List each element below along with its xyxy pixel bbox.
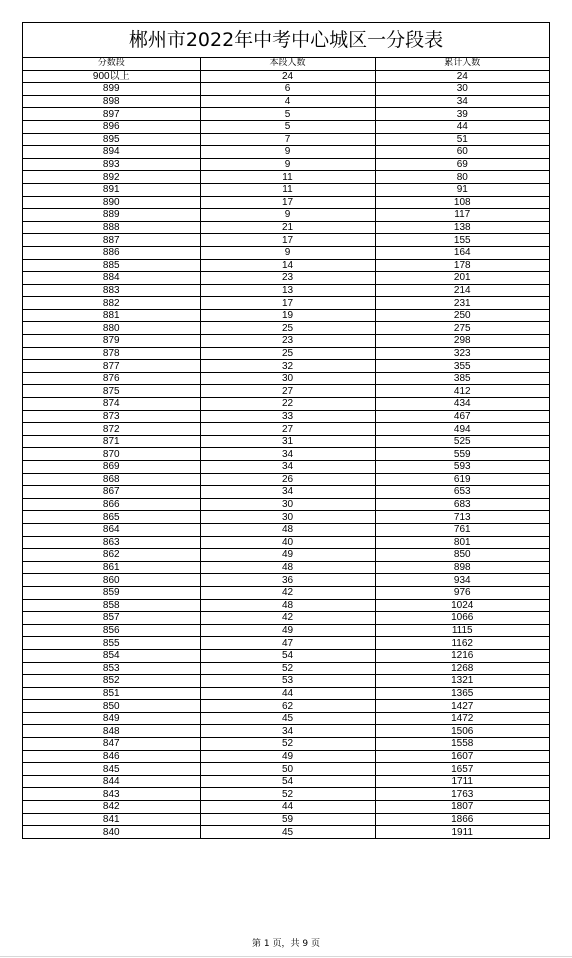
cell-segment-count: 17 [200, 196, 375, 209]
cell-segment-count: 42 [200, 612, 375, 625]
table-row [23, 801, 549, 814]
cell-score-range: 861 [23, 561, 200, 574]
table-row [23, 158, 549, 171]
cell-score-range: 891 [23, 183, 200, 196]
cell-score-range: 849 [23, 712, 200, 725]
cell-score-range: 872 [23, 423, 200, 436]
table-row [23, 725, 549, 738]
cell-segment-count: 11 [200, 171, 375, 184]
table-row [23, 461, 549, 474]
cell-cumulative-count: 801 [375, 536, 549, 549]
cell-score-range: 842 [23, 801, 200, 814]
cell-cumulative-count: 434 [375, 398, 549, 411]
cell-cumulative-count: 1506 [375, 725, 549, 738]
cell-cumulative-count: 1911 [375, 826, 549, 838]
table-row [23, 423, 549, 436]
cell-cumulative-count: 1162 [375, 637, 549, 650]
cell-cumulative-count: 34 [375, 95, 549, 108]
cell-segment-count: 34 [200, 725, 375, 738]
cell-cumulative-count: 298 [375, 335, 549, 348]
cell-cumulative-count: 593 [375, 461, 549, 474]
cell-segment-count: 52 [200, 738, 375, 751]
cell-segment-count: 9 [200, 209, 375, 222]
cell-segment-count: 25 [200, 347, 375, 360]
cell-score-range: 897 [23, 108, 200, 121]
table-row [23, 322, 549, 335]
cell-segment-count: 42 [200, 586, 375, 599]
table-row [23, 826, 549, 838]
cell-cumulative-count: 1268 [375, 662, 549, 675]
cell-score-range: 893 [23, 158, 200, 171]
cell-cumulative-count: 1657 [375, 763, 549, 776]
cell-score-range: 843 [23, 788, 200, 801]
cell-cumulative-count: 1472 [375, 712, 549, 725]
cell-cumulative-count: 525 [375, 435, 549, 448]
cell-cumulative-count: 412 [375, 385, 549, 398]
cell-segment-count: 59 [200, 813, 375, 826]
cell-segment-count: 54 [200, 649, 375, 662]
table-row [23, 297, 549, 310]
cell-score-range: 840 [102, 826, 120, 838]
cell-segment-count: 49 [200, 624, 375, 637]
table-row [23, 347, 549, 360]
cell-cumulative-count: 1115 [375, 624, 549, 637]
table-row [23, 171, 549, 184]
table-row [23, 738, 549, 751]
cell-cumulative-count: 976 [375, 586, 549, 599]
cell-score-range: 865 [23, 511, 200, 524]
cell-segment-count: 48 [200, 523, 375, 536]
cell-cumulative-count: 117 [375, 209, 549, 222]
page-title: 郴州市2022年中考中心城区一分段表 [23, 23, 549, 58]
cell-segment-count: 49 [200, 549, 375, 562]
cell-segment-count: 21 [200, 221, 375, 234]
cell-segment-count: 44 [200, 801, 375, 814]
cell-cumulative-count: 108 [375, 196, 549, 209]
cell-score-range: 848 [23, 725, 200, 738]
table-row [23, 448, 549, 461]
table-row [23, 83, 549, 96]
cell-segment-count: 9 [200, 158, 375, 171]
cell-cumulative-count: 1427 [375, 700, 549, 713]
table-row [23, 599, 549, 612]
cell-segment-count: 23 [200, 272, 375, 285]
table-row [23, 410, 549, 423]
table-row [23, 498, 549, 511]
cell-segment-count: 26 [200, 473, 375, 486]
table-row [23, 586, 549, 599]
cell-score-range: 894 [23, 146, 200, 159]
cell-cumulative-count: 850 [375, 549, 549, 562]
table-row [23, 612, 549, 625]
cell-score-range: 844 [23, 775, 200, 788]
table-row [23, 372, 549, 385]
cell-segment-count: 30 [200, 498, 375, 511]
cell-segment-count: 31 [200, 435, 375, 448]
cell-cumulative-count: 30 [375, 83, 549, 96]
cell-segment-count: 45 [200, 826, 375, 838]
table-row [23, 486, 549, 499]
table-row [23, 309, 549, 322]
table-row [23, 95, 549, 108]
cell-score-range: 870 [23, 448, 200, 461]
cell-segment-count: 5 [200, 108, 375, 121]
table-row [23, 637, 549, 650]
table-row [23, 649, 549, 662]
cell-score-range: 888 [23, 221, 200, 234]
cell-cumulative-count: 1216 [375, 649, 549, 662]
cell-score-range: 882 [23, 297, 200, 310]
cell-segment-count: 52 [200, 788, 375, 801]
cell-cumulative-count: 250 [375, 309, 549, 322]
cell-score-range: 892 [23, 171, 200, 184]
cell-score-range: 854 [23, 649, 200, 662]
cell-score-range: 896 [23, 120, 200, 133]
cell-cumulative-count: 231 [375, 297, 549, 310]
cell-score-range: 875 [23, 385, 200, 398]
cell-segment-count: 19 [200, 309, 375, 322]
column-header-score-range: 分数段 [23, 58, 200, 70]
cell-score-range: 866 [23, 498, 200, 511]
column-header-cumulative-count: 累计人数 [375, 58, 549, 70]
cell-segment-count: 25 [200, 322, 375, 335]
cell-cumulative-count: 214 [375, 284, 549, 297]
table-row [23, 574, 549, 587]
cell-cumulative-count: 155 [375, 234, 549, 247]
table-row [23, 284, 549, 297]
cell-segment-count: 14 [200, 259, 375, 272]
cell-segment-count: 17 [200, 234, 375, 247]
cell-segment-count: 32 [200, 360, 375, 373]
cell-cumulative-count: 761 [375, 523, 549, 536]
cell-cumulative-count: 323 [375, 347, 549, 360]
cell-segment-count: 62 [200, 700, 375, 713]
table-row [23, 183, 549, 196]
cell-cumulative-count: 1763 [375, 788, 549, 801]
table-row [23, 196, 549, 209]
cell-score-range: 859 [23, 586, 200, 599]
cell-score-range: 857 [23, 612, 200, 625]
cell-score-range: 864 [23, 523, 200, 536]
cell-score-range: 885 [23, 259, 200, 272]
cell-cumulative-count: 467 [375, 410, 549, 423]
cell-cumulative-count: 44 [375, 120, 549, 133]
cell-score-range: 878 [23, 347, 200, 360]
table-row [23, 385, 549, 398]
score-table-sheet [22, 22, 550, 839]
cell-cumulative-count: 1607 [375, 750, 549, 763]
table-row [23, 221, 549, 234]
table-row [23, 259, 549, 272]
cell-cumulative-count: 60 [375, 146, 549, 159]
cell-segment-count: 27 [200, 423, 375, 436]
cell-cumulative-count: 1066 [375, 612, 549, 625]
cell-segment-count: 34 [200, 486, 375, 499]
table-row [23, 473, 549, 486]
cell-cumulative-count: 24 [375, 70, 549, 83]
cell-cumulative-count: 69 [375, 158, 549, 171]
cell-score-range: 874 [23, 398, 200, 411]
cell-score-range: 871 [23, 435, 200, 448]
cell-score-range: 846 [23, 750, 200, 763]
cell-score-range: 841 [23, 813, 200, 826]
cell-cumulative-count: 275 [375, 322, 549, 335]
table-body [23, 70, 549, 838]
table-row [23, 511, 549, 524]
table-row [23, 234, 549, 247]
cell-score-range: 862 [23, 549, 200, 562]
table-row [23, 120, 549, 133]
cell-segment-count: 9 [200, 146, 375, 159]
cell-score-range: 883 [23, 284, 200, 297]
table-row [23, 272, 549, 285]
table-row [23, 675, 549, 688]
cell-score-range: 850 [23, 700, 200, 713]
cell-score-range: 881 [23, 309, 200, 322]
cell-segment-count: 47 [200, 637, 375, 650]
cell-segment-count: 48 [200, 561, 375, 574]
cell-segment-count: 27 [200, 385, 375, 398]
cell-score-range: 900以上 [23, 70, 200, 83]
table-row [23, 687, 549, 700]
cell-score-range: 899 [23, 83, 200, 96]
cell-score-range: 877 [23, 360, 200, 373]
table-row [23, 750, 549, 763]
cell-score-range: 898 [23, 95, 200, 108]
cell-cumulative-count: 1558 [375, 738, 549, 751]
cell-score-range: 886 [23, 246, 200, 259]
table-row [23, 788, 549, 801]
cell-score-range: 876 [23, 372, 200, 385]
table-row [23, 662, 549, 675]
page-bottom-divider [0, 956, 572, 957]
cell-segment-count: 53 [200, 675, 375, 688]
cell-score-range: 895 [23, 133, 200, 146]
table-row [23, 146, 549, 159]
cell-cumulative-count: 683 [375, 498, 549, 511]
table-row [23, 108, 549, 121]
cell-cumulative-count: 619 [375, 473, 549, 486]
cell-segment-count: 50 [200, 763, 375, 776]
table-row [23, 700, 549, 713]
cell-segment-count: 30 [200, 511, 375, 524]
cell-cumulative-count: 653 [375, 486, 549, 499]
cell-segment-count: 30 [200, 372, 375, 385]
cell-score-range: 851 [23, 687, 200, 700]
cell-segment-count: 7 [200, 133, 375, 146]
table-header-row [23, 58, 549, 70]
cell-segment-count: 40 [200, 536, 375, 549]
cell-score-range: 858 [23, 599, 200, 612]
cell-segment-count: 36 [200, 574, 375, 587]
cell-score-range: 887 [23, 234, 200, 247]
cell-cumulative-count: 51 [375, 133, 549, 146]
table-row [23, 209, 549, 222]
cell-segment-count: 24 [200, 70, 375, 83]
cell-segment-count: 44 [200, 687, 375, 700]
cell-segment-count: 22 [200, 398, 375, 411]
cell-segment-count: 33 [200, 410, 375, 423]
cell-segment-count: 52 [200, 662, 375, 675]
cell-score-range: 852 [23, 675, 200, 688]
cell-score-range: 845 [23, 763, 200, 776]
cell-cumulative-count: 1807 [375, 801, 549, 814]
table-row [23, 775, 549, 788]
cell-score-range: 847 [23, 738, 200, 751]
cell-segment-count: 48 [200, 599, 375, 612]
score-distribution-table [23, 58, 549, 838]
cell-cumulative-count: 1024 [375, 599, 549, 612]
cell-segment-count: 6 [200, 83, 375, 96]
cell-segment-count: 4 [200, 95, 375, 108]
cell-segment-count: 23 [200, 335, 375, 348]
cell-score-range: 879 [23, 335, 200, 348]
cell-cumulative-count: 1866 [375, 813, 549, 826]
cell-cumulative-count: 201 [375, 272, 549, 285]
cell-cumulative-count: 178 [375, 259, 549, 272]
column-header-segment-count: 本段人数 [200, 58, 375, 70]
table-row [23, 398, 549, 411]
cell-segment-count: 17 [200, 297, 375, 310]
table-row [23, 523, 549, 536]
cell-cumulative-count: 934 [375, 574, 549, 587]
cell-score-range: 890 [23, 196, 200, 209]
cell-segment-count: 13 [200, 284, 375, 297]
cell-score-range: 867 [23, 486, 200, 499]
cell-score-range: 868 [23, 473, 200, 486]
cell-cumulative-count: 164 [375, 246, 549, 259]
cell-segment-count: 11 [200, 183, 375, 196]
page-footer: 第 1 页，共 9 页 [252, 939, 320, 949]
cell-segment-count: 54 [200, 775, 375, 788]
cell-cumulative-count: 898 [375, 561, 549, 574]
cell-cumulative-count: 494 [375, 423, 549, 436]
cell-cumulative-count: 559 [375, 448, 549, 461]
table-row [23, 335, 549, 348]
cell-score-range: 863 [23, 536, 200, 549]
cell-score-range: 860 [23, 574, 200, 587]
cell-score-range: 856 [23, 624, 200, 637]
table-row [23, 813, 549, 826]
cell-cumulative-count: 385 [375, 372, 549, 385]
cell-cumulative-count: 138 [375, 221, 549, 234]
cell-cumulative-count: 355 [375, 360, 549, 373]
cell-segment-count: 34 [200, 448, 375, 461]
cell-score-range: 853 [23, 662, 200, 675]
cell-cumulative-count: 80 [375, 171, 549, 184]
table-row [23, 360, 549, 373]
cell-score-range: 889 [23, 209, 200, 222]
table-row [23, 712, 549, 725]
cell-segment-count: 49 [200, 750, 375, 763]
cell-segment-count: 34 [200, 461, 375, 474]
table-row [23, 435, 549, 448]
cell-segment-count: 5 [200, 120, 375, 133]
cell-score-range: 880 [23, 322, 200, 335]
cell-cumulative-count: 39 [375, 108, 549, 121]
table-row [23, 561, 549, 574]
cell-score-range: 884 [23, 272, 200, 285]
cell-segment-count: 9 [200, 246, 375, 259]
table-row [23, 133, 549, 146]
table-row [23, 763, 549, 776]
cell-score-range: 873 [23, 410, 200, 423]
table-row [23, 246, 549, 259]
cell-cumulative-count: 1321 [375, 675, 549, 688]
cell-cumulative-count: 1711 [375, 775, 549, 788]
table-row [23, 536, 549, 549]
cell-score-range: 869 [23, 461, 200, 474]
cell-cumulative-count: 91 [375, 183, 549, 196]
table-row [23, 549, 549, 562]
table-row [23, 70, 549, 83]
cell-cumulative-count: 713 [375, 511, 549, 524]
cell-score-range: 855 [23, 637, 200, 650]
table-row [23, 624, 549, 637]
cell-segment-count: 45 [200, 712, 375, 725]
cell-cumulative-count: 1365 [375, 687, 549, 700]
